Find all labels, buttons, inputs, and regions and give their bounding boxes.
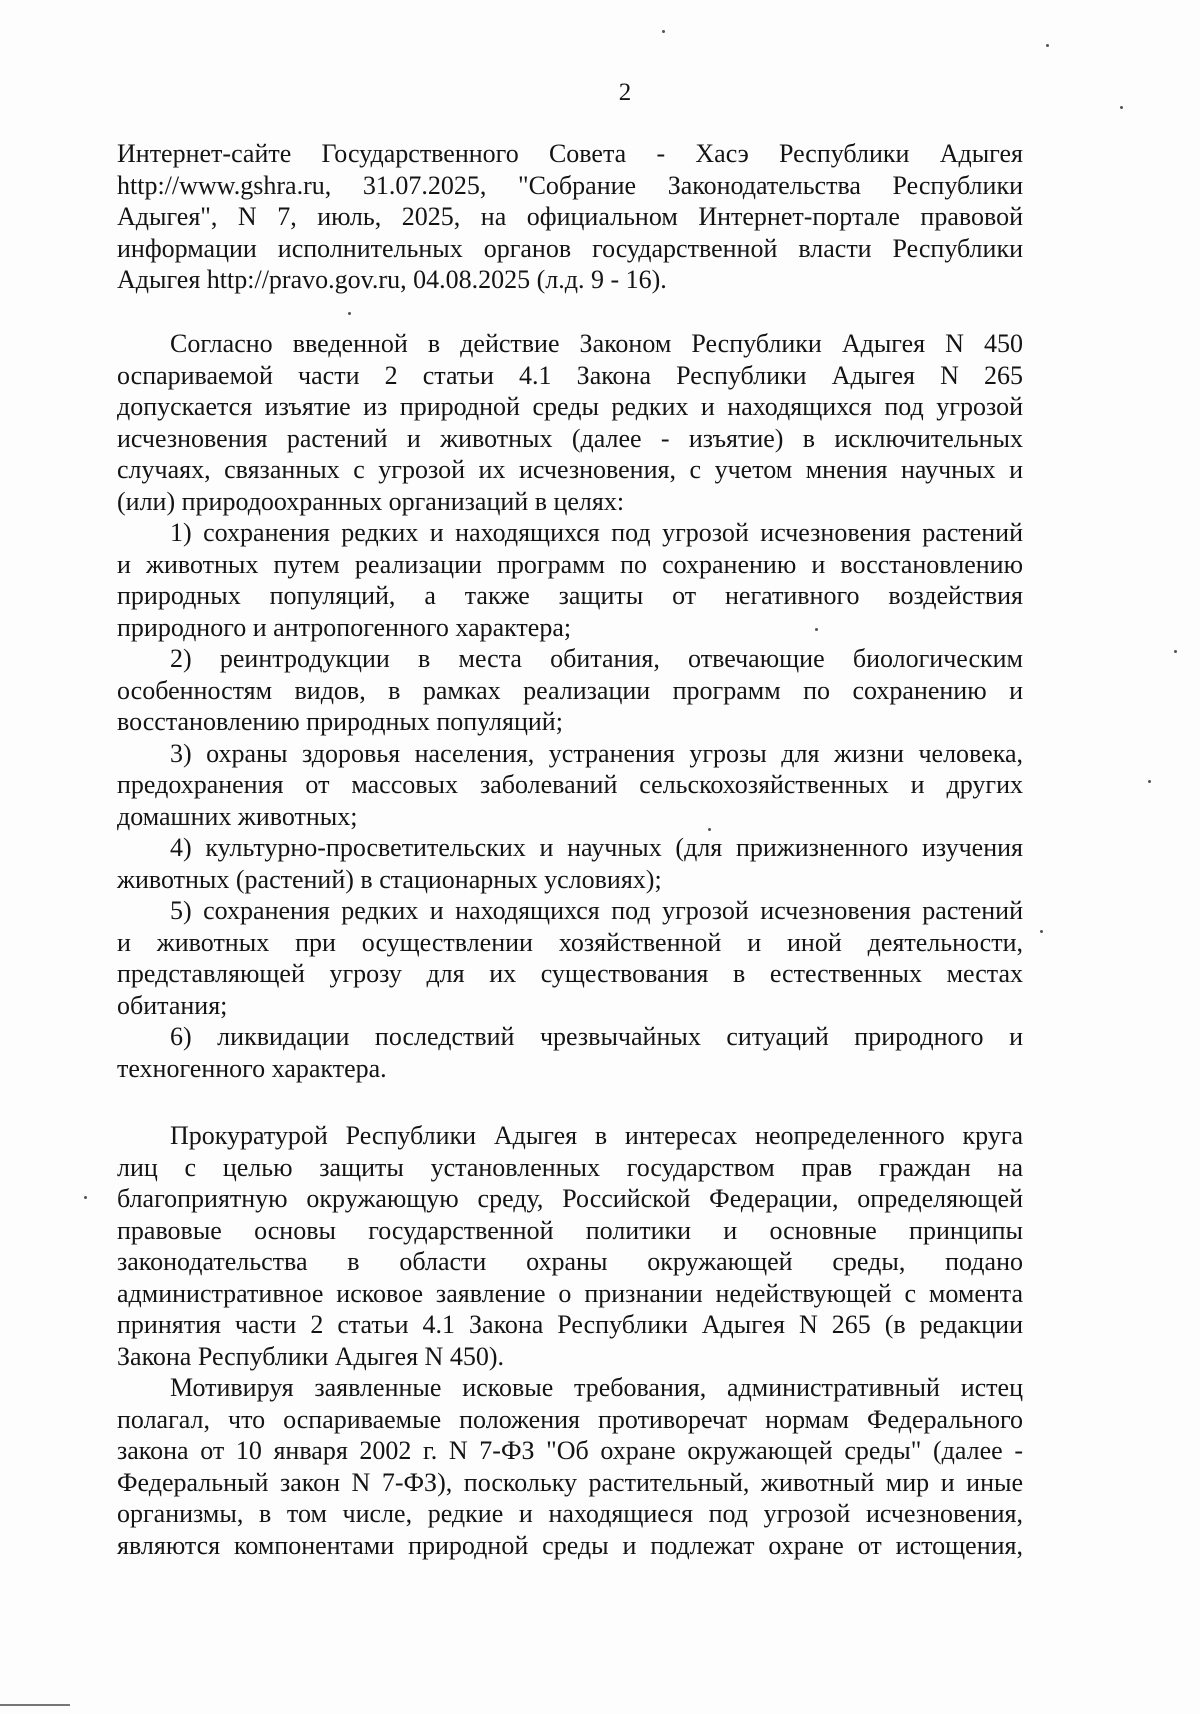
list-item-3: 3) охраны здоровья населения, устранения угрозы для жизни человека,: [170, 738, 1023, 768]
text-line: природного и антропогенного характера;: [117, 612, 572, 642]
list-item-4: 4) культурно-просветительских и научных (для прижизненного изучения: [170, 833, 1023, 862]
scan-speck: [815, 628, 818, 631]
list-item-6: 6) ликвидации последствий чрезвычайных ситуаций природного и: [170, 1022, 1023, 1051]
text-line: оспариваемой части 2 статьи 4.1 Закона Республики Адыгея N 265: [117, 360, 1023, 390]
page-number: 2: [618, 79, 632, 106]
scan-edge: [0, 1704, 70, 1706]
text-line: благоприятную окружающую среду, Российской Федерации, определяющей: [117, 1184, 1023, 1213]
motivation-paragraph: [117, 1372, 1023, 1561]
text-line: (или) природоохранных организаций в целях:: [117, 486, 625, 516]
text-line: организмы, в том числе, редкие и находящиеся под угрозой исчезновения,: [117, 1499, 1023, 1528]
list-item-5: 5) сохранения редких и находящихся под угрозой исчезновения растений: [170, 896, 1023, 925]
text-line: и животных путем реализации программ по сохранению и восстановлению: [117, 549, 1023, 579]
text-line: лиц с целью защиты установленных государством прав граждан на: [117, 1152, 1023, 1182]
text-line: информации исполнительных органов государственной власти Республики: [117, 233, 1023, 263]
text-line: административное исковое заявление о признании недействующей с момента: [117, 1278, 1023, 1308]
scan-speck: [348, 312, 351, 315]
scan-speck: [1174, 650, 1177, 653]
text-line: обитания;: [117, 990, 228, 1020]
text-line: http://www.gshra.ru, 31.07.2025, "Собрание Законодательства Республики: [117, 170, 1023, 200]
text-line: животных (растений) в стационарных условиях);: [117, 864, 662, 894]
scan-speck: [1120, 106, 1123, 109]
scan-speck: [708, 828, 711, 831]
scan-speck: [662, 30, 665, 33]
text-line: Адыгея", N 7, июль, 2025, на официальном Интернет-портале правовой: [117, 202, 1023, 231]
list-item-2: 2) реинтродукции в места обитания, отвечающие биологическим: [170, 644, 1023, 673]
regulation-paragraph: [117, 328, 1023, 1084]
text-line: восстановлению природных популяций;: [117, 707, 563, 736]
scan-speck: [1148, 780, 1151, 783]
text-line: случаях, связанных с угрозой их исчезновения, с учетом мнения научных и: [117, 455, 1023, 484]
text-line: принятия части 2 статьи 4.1 Закона Республики Адыгея N 265 (в редакции: [117, 1310, 1023, 1339]
text-line: техногенного характера.: [117, 1053, 387, 1083]
scan-speck: [1040, 930, 1043, 933]
text-line: Интернет-сайте Государственного Совета - Хасэ Республики Адыгея: [117, 139, 1023, 168]
text-line: природных популяций, а также защиты от негативного воздействия: [117, 581, 1023, 610]
text-line: Адыгея http://pravo.gov.ru, 04.08.2025 (л.д. 9 - 16).: [117, 265, 667, 294]
text-line: Закона Республики Адыгея N 450).: [117, 1341, 504, 1371]
text-line: особенностям видов, в рамках реализации программ по сохранению и: [117, 675, 1023, 705]
text-line: допускается изъятие из природной среды редких и находящихся под угрозой: [117, 392, 1023, 421]
text-line: являются компонентами природной среды и подлежат охране от истощения,: [117, 1530, 1023, 1560]
text-line: исчезновения растений и животных (далее - изъятие) в исключительных: [117, 423, 1023, 453]
text-line: законодательства в области охраны окружающей среды, подано: [117, 1247, 1023, 1276]
scan-speck: [84, 1196, 87, 1199]
list-item-1: 1) сохранения редких и находящихся под угрозой исчезновения растений: [170, 518, 1023, 547]
prosecutor-paragraph: [117, 1120, 1023, 1372]
text-line: предохранения от массовых заболеваний сельскохозяйственных и других: [117, 770, 1023, 799]
text-line: домашних животных;: [117, 801, 358, 831]
text-line: и животных при осуществлении хозяйственной и иной деятельности,: [117, 927, 1023, 957]
text-line: закона от 10 января 2002 г. N 7-ФЗ "Об охране окружающей среды" (далее -: [117, 1436, 1023, 1465]
text-line: Мотивируя заявленные исковые требования, административный истец: [170, 1373, 1023, 1402]
text-line: Согласно введенной в действие Законом Республики Адыгея N 450: [170, 329, 1023, 358]
text-line: Прокуратурой Республики Адыгея в интересах неопределенного круга: [170, 1121, 1023, 1150]
intro-paragraph: [117, 138, 1023, 296]
scan-speck: [1046, 44, 1049, 47]
text-line: правовые основы государственной политики и основные принципы: [117, 1215, 1023, 1245]
text-line: Федеральный закон N 7-ФЗ), поскольку растительный, животный мир и иные: [117, 1467, 1023, 1497]
text-line: представляющей угрозу для их существования в естественных местах: [117, 959, 1023, 988]
text-line: полагал, что оспариваемые положения противоречат нормам Федерального: [117, 1404, 1023, 1434]
